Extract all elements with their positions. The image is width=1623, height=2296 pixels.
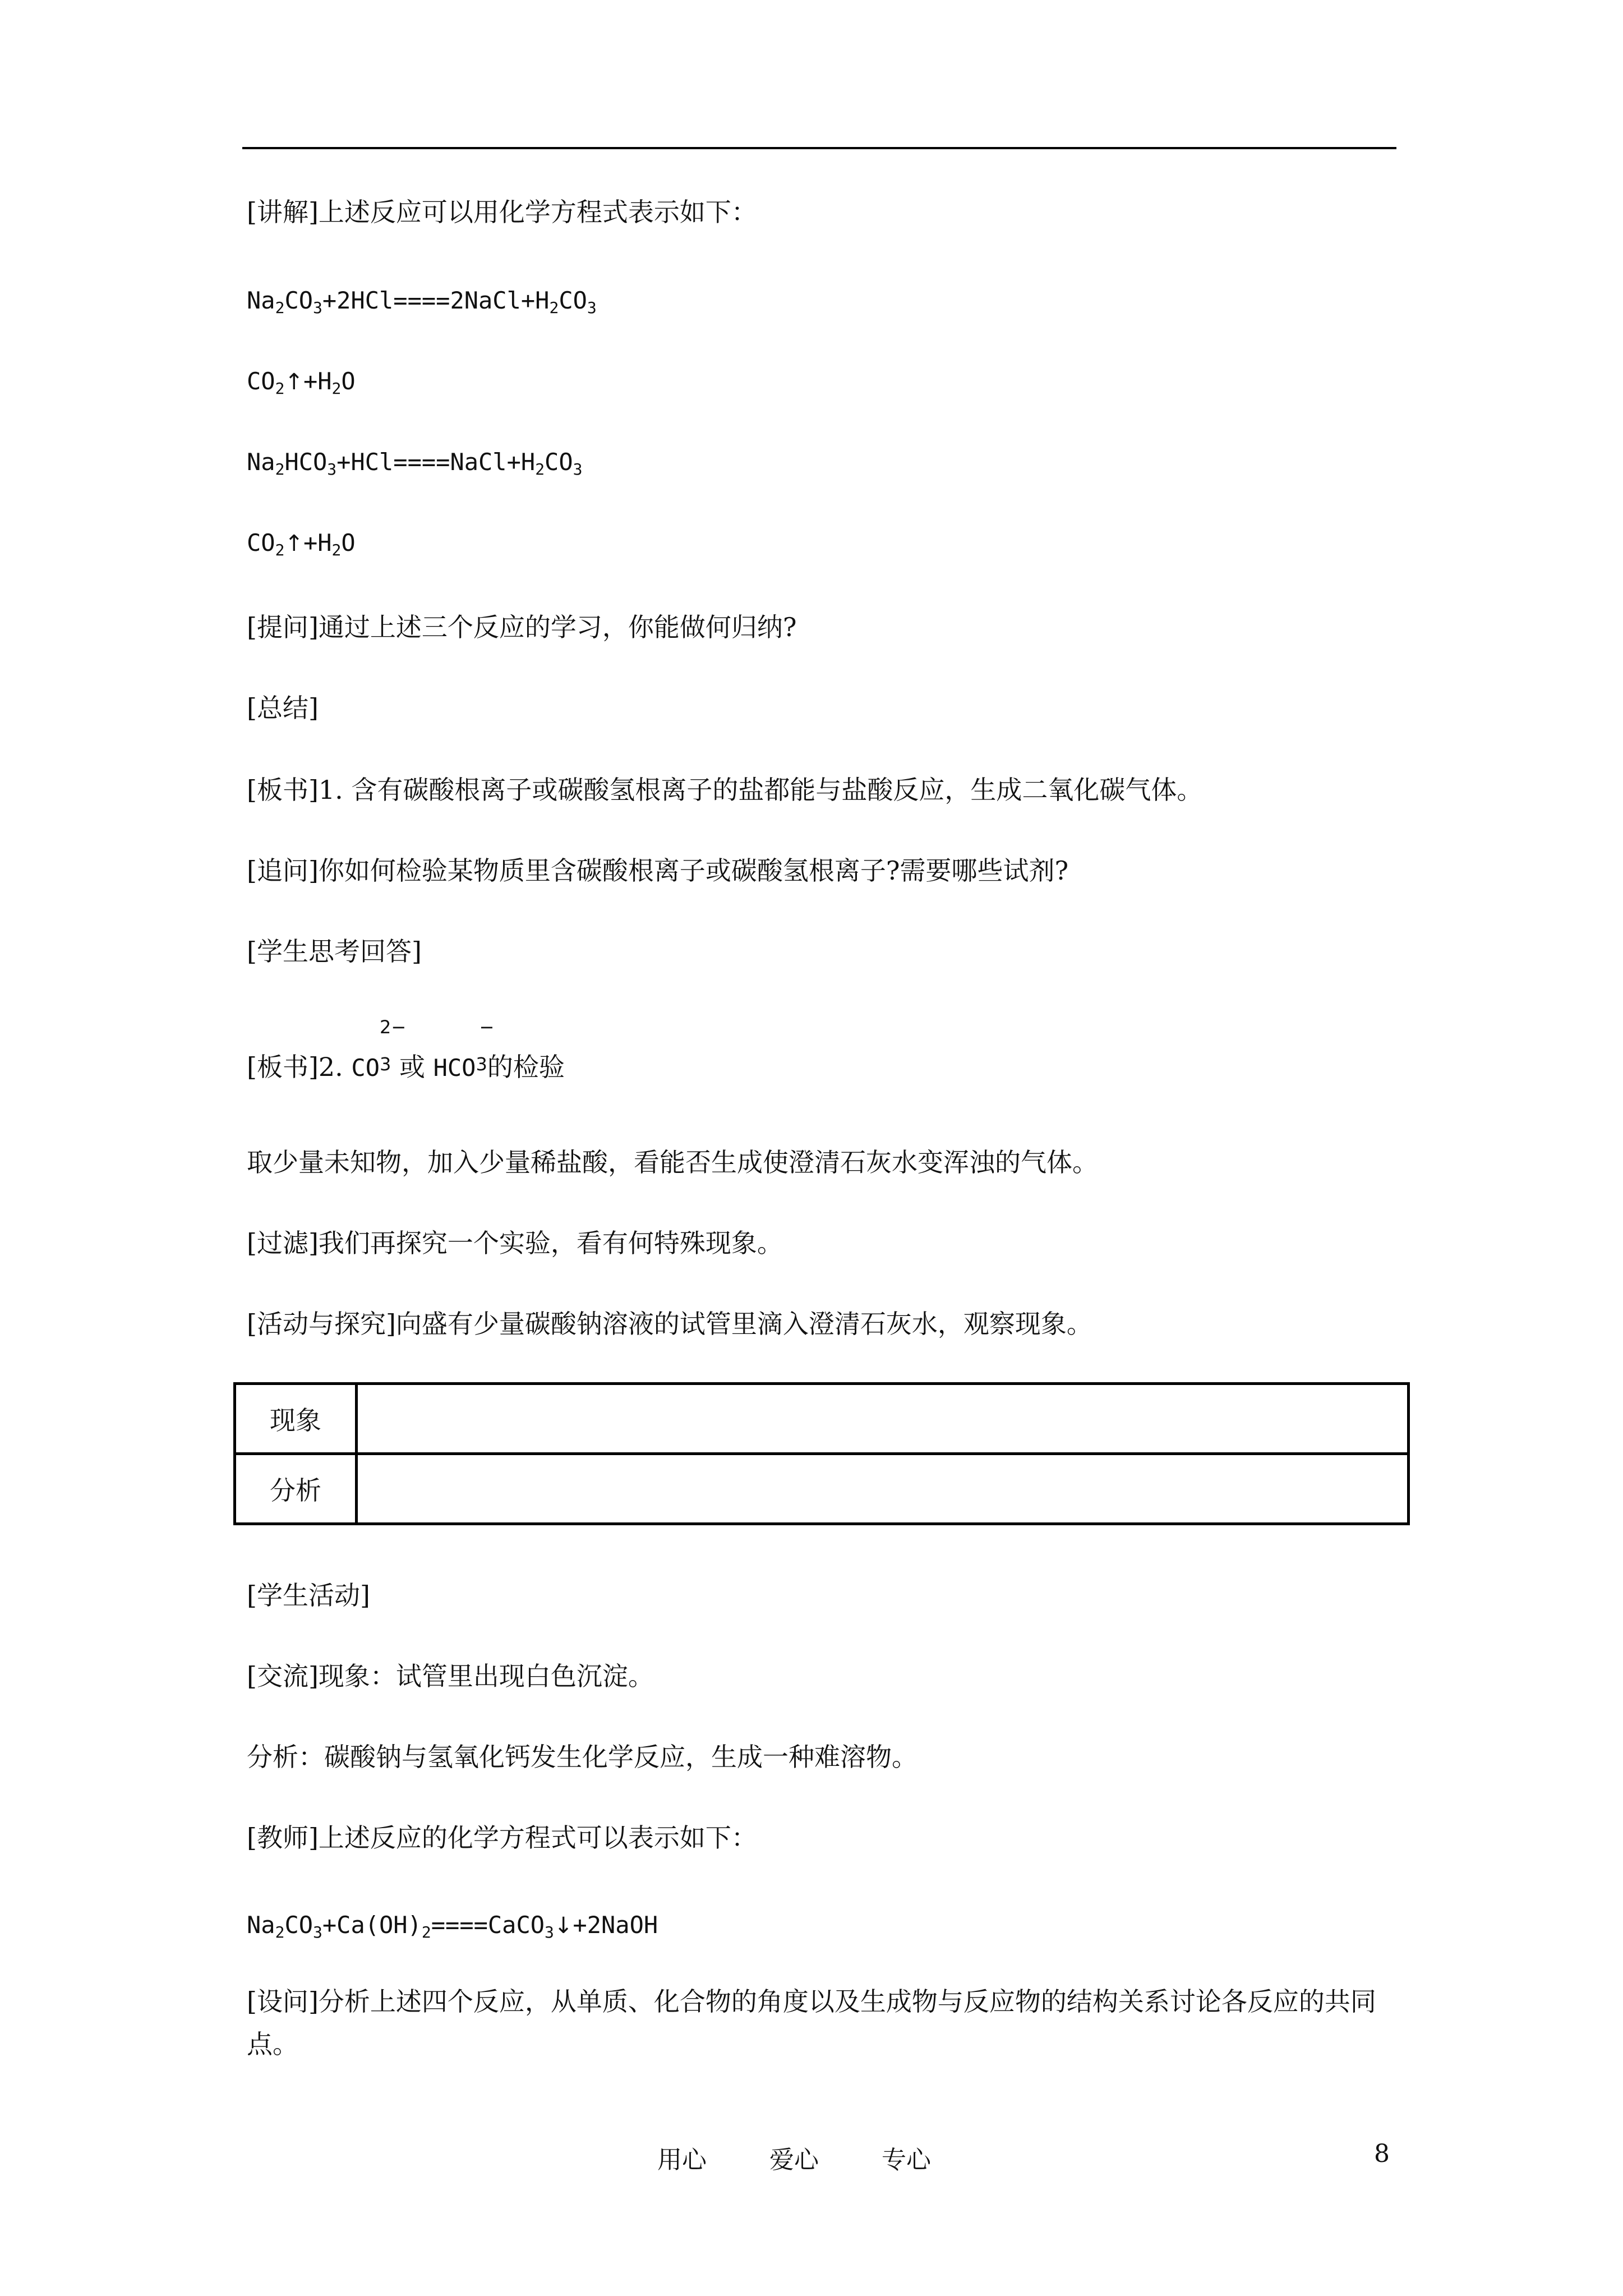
- equation-3: $Na_2CO_3+Ca(OH)_2====CaCO_3↓+2NaOH$: [247, 1911, 658, 1941]
- teacher-line: [教师]上述反应的化学方程式可以表示如下：: [247, 1823, 757, 1853]
- footer-motto-1: 用心: [657, 2146, 707, 2174]
- equation-1: $Na_2CO_3+2HCl====2NaCl+H_2CO_3$: [247, 287, 597, 317]
- student-answer-line: [学生思考回答]: [247, 936, 422, 967]
- table-row: [235, 1454, 1409, 1524]
- bicarbonate-ion-charge: − $^3$: [476, 1016, 495, 1075]
- equation-1-products: $CO_2↑+H_2O$: [247, 367, 356, 398]
- table-row: [235, 1384, 1409, 1454]
- board-line-2: [板书]2. CO 2− $^3$ 或 HCO − $^3$的检验: [247, 1050, 565, 1087]
- equation-2: $Na_2HCO_3+HCl====NaCl+H_2CO_3$: [247, 448, 583, 478]
- equation-2-products: $CO_2↑+H_2O$: [247, 529, 356, 559]
- header-rule: [242, 147, 1396, 149]
- test-method-line: 取少量未知物，加入少量稀盐酸，看能否生成使澄清石灰水变浑浊的气体。: [247, 1147, 1098, 1177]
- page-number: 8: [1374, 2139, 1390, 2168]
- table-cell-label: 现象: [235, 1384, 357, 1454]
- discussion-question: [设问]分析上述四个反应，从单质、化合物的角度以及生成物与反应物的结构关系讨论各反应的共同点。: [247, 1986, 1376, 2059]
- footer-motto-3: 专心: [882, 2146, 931, 2174]
- table-cell-label: 分析: [235, 1454, 357, 1524]
- transition-line: [过滤]我们再探究一个实验，看有何特殊现象。: [247, 1228, 783, 1258]
- table-cell-value: [357, 1384, 1409, 1454]
- footer-motto-2: 爱心: [769, 2146, 819, 2174]
- analysis-line: 分析：碳酸钠与氢氧化钙发生化学反应，生成一种难溶物。: [247, 1742, 917, 1772]
- observation-table: [233, 1382, 1410, 1525]
- exchange-line: [交流]现象：试管里出现白色沉淀。: [247, 1661, 654, 1691]
- activity-line: [活动与探究]向盛有少量碳酸钠溶液的试管里滴入澄清石灰水，观察现象。: [247, 1309, 1092, 1339]
- table-cell-value: [357, 1454, 1409, 1524]
- board-line-1: [板书]1. 含有碳酸根离子或碳酸氢根离子的盐都能与盐酸反应，生成二氧化碳气体。: [247, 775, 1203, 805]
- follow-up-question: [追问]你如何检验某物质里含碳酸根离子或碳酸氢根离子?需要哪些试剂?: [247, 855, 1069, 886]
- summary-line: [总结]: [247, 693, 319, 723]
- lecture-line: [讲解]上述反应可以用化学方程式表示如下：: [247, 197, 757, 227]
- student-activity-line: [学生活动]: [247, 1580, 370, 1611]
- carbonate-ion-charge: 2− $^3$: [379, 1016, 407, 1075]
- question-line: [提问]通过上述三个反应的学习，你能做何归纳?: [247, 612, 797, 642]
